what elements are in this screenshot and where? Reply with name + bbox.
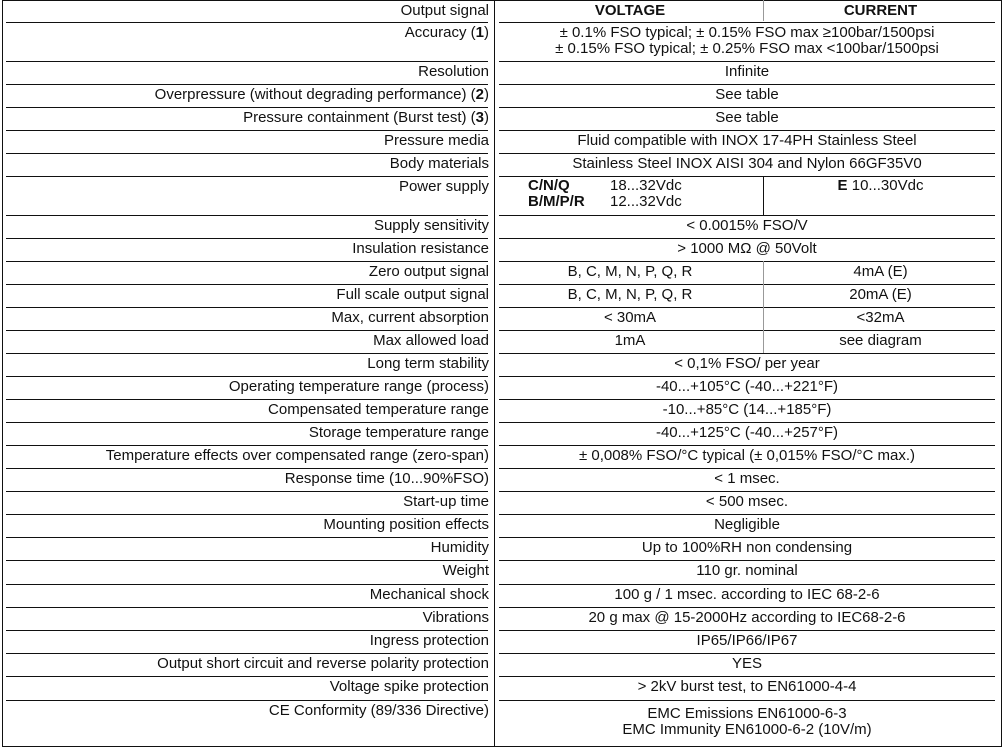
spec-label: Overpressure (without degrading performance) (2)	[154, 86, 489, 103]
supply-code: B/M/P/R	[528, 193, 585, 210]
spec-row-response-time	[0, 468, 1005, 491]
spec-value-voltage: 1mA	[614, 332, 646, 349]
spec-value: < 0,1% FSO/ per year	[674, 355, 820, 372]
spec-value: Up to 100%RH non condensing	[641, 539, 853, 556]
spec-value: See table	[715, 109, 779, 126]
spec-label: Compensated temperature range	[268, 401, 489, 418]
supply-range: 18...32Vdc	[610, 177, 682, 194]
spec-label: Body materials	[389, 155, 489, 172]
spec-value-current: 4mA (E)	[853, 263, 908, 280]
supply-range: 10...30Vdc	[851, 177, 924, 194]
spec-row-temperature-effects	[0, 445, 1005, 468]
spec-value: > 1000 MΩ @ 50Volt	[677, 240, 817, 257]
spec-value: < 0.0015% FSO/V	[686, 217, 808, 234]
spec-value-current: 20mA (E)	[849, 286, 912, 303]
spec-label: Mounting position effects	[323, 516, 489, 533]
supply-code: C/N/Q	[528, 177, 570, 194]
spec-value: 20 g max @ 15-2000Hz according to IEC68-2-6	[588, 609, 906, 626]
spec-value: Infinite	[724, 63, 770, 80]
spec-row-supply-sensitivity	[0, 215, 1005, 238]
spec-label: Long term stability	[367, 355, 489, 372]
ce-line-1: EMC Emissions EN61000-6-3	[647, 705, 847, 722]
spec-row-mechanical-shock	[0, 584, 1005, 607]
spec-row-power-supply	[0, 176, 1005, 215]
power-supply-voltage	[528, 178, 682, 210]
spec-row-operating-temperature	[0, 376, 1005, 399]
header-current: CURRENT	[843, 2, 918, 19]
spec-row-short-circuit-protection	[0, 653, 1005, 676]
spec-value: > 2kV burst test, to EN61000-4-4	[637, 678, 857, 695]
spec-row-pressure-containment	[0, 107, 1005, 130]
spec-value: 100 g / 1 msec. according to IEC 68-2-6	[614, 586, 880, 603]
header-voltage: VOLTAGE	[594, 2, 666, 19]
spec-row-storage-temperature	[0, 422, 1005, 445]
spec-label: Voltage spike protection	[329, 678, 489, 695]
spec-row-resolution	[0, 61, 1005, 84]
spec-row-zero-output	[0, 261, 1005, 284]
spec-label: Zero output signal	[368, 263, 489, 280]
spec-label: Vibrations	[422, 609, 489, 626]
spec-value-voltage: B, C, M, N, P, Q, R	[567, 263, 693, 280]
spec-label: Start-up time	[403, 493, 489, 510]
spec-value-voltage: < 30mA	[603, 309, 657, 326]
spec-value	[497, 706, 997, 738]
power-supply-current	[764, 178, 997, 194]
header-label: Output signal	[400, 2, 489, 19]
spec-value-current: see diagram	[839, 332, 922, 349]
spec-value: See table	[715, 86, 779, 103]
spec-value	[497, 25, 997, 57]
spec-value: < 1 msec.	[714, 470, 780, 487]
spec-label: Supply sensitivity	[373, 217, 489, 234]
spec-value: IP65/IP66/IP67	[696, 632, 798, 649]
spec-row-accuracy	[0, 22, 1005, 60]
spec-row-startup-time	[0, 491, 1005, 514]
spec-row-ingress-protection	[0, 630, 1005, 653]
spec-value: < 500 msec.	[705, 493, 789, 510]
accuracy-line-2: ± 0.15% FSO typical; ± 0.25% FSO max <100bar/1500psi	[555, 40, 939, 57]
spec-row-compensated-temperature	[0, 399, 1005, 422]
spec-label: Power supply	[398, 178, 489, 195]
spec-row-long-term-stability	[0, 353, 1005, 376]
spec-row-ce-conformity	[0, 700, 1005, 746]
spec-value: -40...+105°C (-40...+221°F)	[655, 378, 839, 395]
spec-row-body-materials	[0, 153, 1005, 176]
spec-value: 110 gr. nominal	[696, 562, 798, 579]
spec-value: YES	[731, 655, 762, 672]
spec-label: Temperature effects over compensated range (zero-span)	[105, 447, 489, 464]
supply-range: 12...32Vdc	[610, 193, 682, 210]
spec-row-weight	[0, 560, 1005, 584]
spec-row-mounting-position	[0, 514, 1005, 537]
supply-code: E	[837, 177, 848, 194]
spec-label: Response time (10...90%FSO)	[284, 470, 489, 487]
accuracy-line-1: ± 0.1% FSO typical; ± 0.15% FSO max ≥100bar/1500psi	[559, 24, 935, 41]
spec-label: Pressure containment (Burst test) (3)	[243, 109, 489, 126]
header-row	[0, 0, 1005, 21]
row-rule	[499, 22, 995, 23]
spec-label: Resolution	[418, 63, 489, 80]
spec-row-insulation-resistance	[0, 238, 1005, 261]
spec-label: Humidity	[430, 539, 489, 556]
spec-row-max-allowed-load	[0, 330, 1005, 353]
spec-label: Max allowed load	[373, 332, 489, 349]
spec-value: -40...+125°C (-40...+257°F)	[655, 424, 839, 441]
spec-row-full-scale-output	[0, 284, 1005, 307]
ce-line-2: EMC Immunity EN61000-6-2 (10V/m)	[622, 721, 872, 738]
spec-value: Stainless Steel INOX AISI 304 and Nylon 66GF35V0	[572, 155, 922, 172]
spec-label: Ingress protection	[369, 632, 489, 649]
spec-row-vibrations	[0, 607, 1005, 630]
spec-row-pressure-media	[0, 130, 1005, 153]
spec-value-voltage: B, C, M, N, P, Q, R	[567, 286, 693, 303]
spec-label: Full scale output signal	[336, 286, 489, 303]
spec-row-voltage-spike-protection	[0, 676, 1005, 699]
spec-label: Insulation resistance	[352, 240, 489, 257]
spec-value: -10...+85°C (14...+185°F)	[662, 401, 832, 418]
spec-label: Storage temperature range	[308, 424, 489, 441]
spec-row-humidity	[0, 537, 1005, 560]
spec-label: Accuracy (1)	[404, 24, 489, 41]
spec-row-max-current-absorption	[0, 307, 1005, 330]
spec-value: ± 0,008% FSO/°C typical (± 0,015% FSO/°C max.)	[578, 447, 916, 464]
spec-label: Max, current absorption	[331, 309, 489, 326]
spec-label: CE Conformity (89/336 Directive)	[268, 702, 489, 719]
spec-value: Negligible	[714, 516, 780, 533]
spec-value: Fluid compatible with INOX 17-4PH Stainless Steel	[577, 132, 917, 149]
spec-row-overpressure	[0, 84, 1005, 107]
row-rule	[499, 700, 995, 701]
spec-label: Pressure media	[383, 132, 489, 149]
spec-label: Output short circuit and reverse polarity protection	[157, 655, 489, 672]
spec-label: Mechanical shock	[369, 586, 489, 603]
spec-label: Weight	[442, 562, 489, 579]
spec-label: Operating temperature range (process)	[228, 378, 489, 395]
spec-value-current: <32mA	[856, 309, 905, 326]
